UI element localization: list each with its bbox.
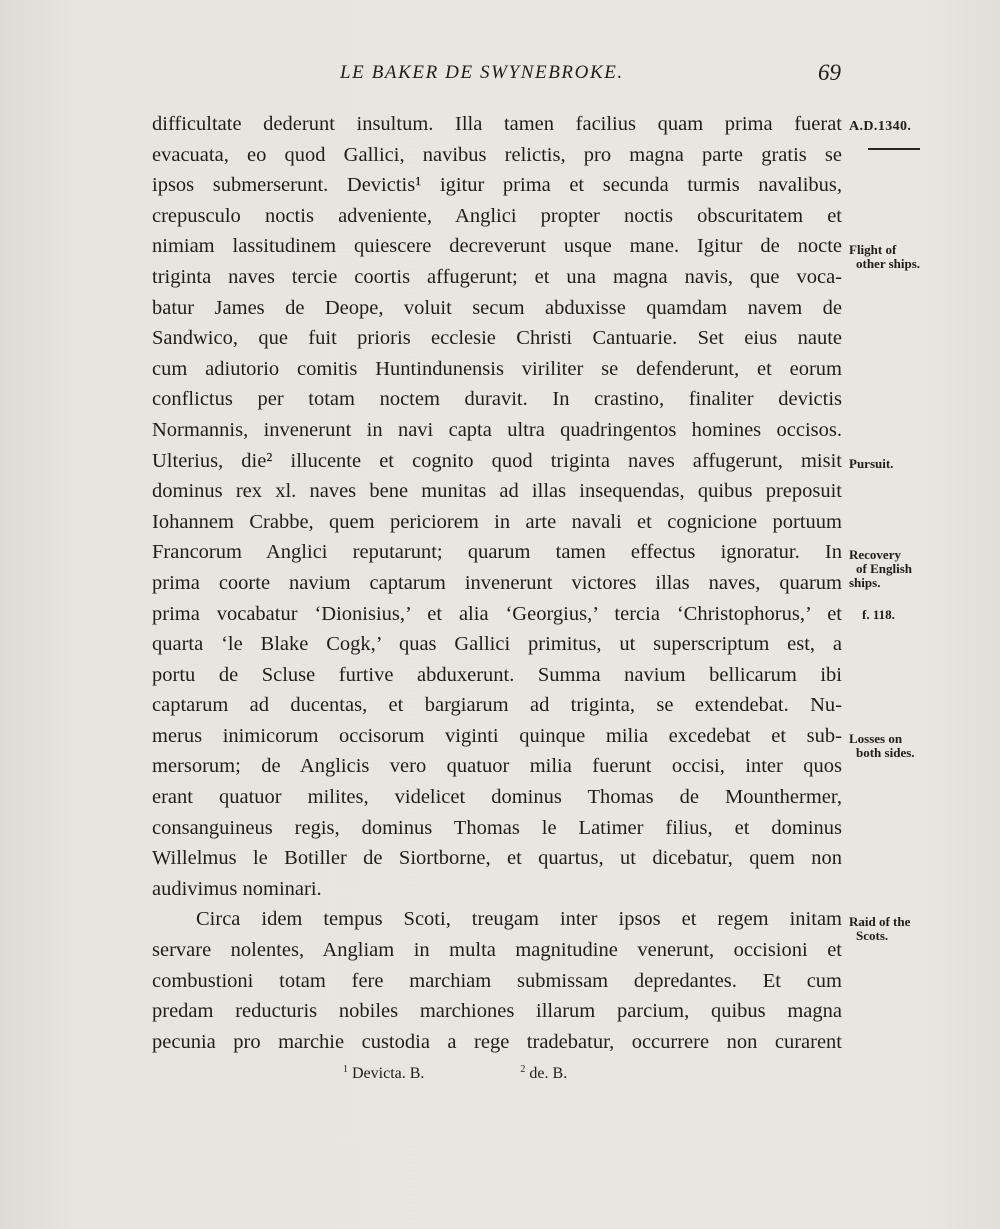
text-line: evacuata, eo quod Gallici, navibus relictis, pro magna parte gratis se	[152, 143, 842, 166]
text-line: difficultate dederunt insultum. Illa tamen facilius quam prima fuerat	[152, 113, 842, 135]
text-line: erant quatuor milites, videlicet dominus Thomas de Mounthermer,	[152, 786, 842, 809]
text-line: batur James de Deope, voluit secum abduxisse quamdam navem de	[152, 296, 842, 319]
text-line: Ulterius, die² illucente et cognito quod triginta naves affugerunt, misit	[152, 449, 842, 472]
text-line: nimiam lassitudinem quiescere decreverunt usque mane. Igitur de nocte	[152, 235, 842, 258]
text-line: prima coorte navium captarum invenerunt victores illas naves, quarum	[152, 571, 842, 594]
text-line: Normannis, invenerunt in navi capta ultra quadringentos homines occisos.	[152, 418, 842, 441]
footnote-text: de. B.	[529, 1065, 568, 1083]
margin-note-flight	[849, 243, 944, 271]
text-line: cum adiutorio comitis Huntindunensis viriliter se defenderunt, et eorum	[152, 357, 842, 380]
margin-note-line: Recovery	[849, 547, 901, 562]
text-line: merus inimicorum occisorum viginti quinque milia excedebat et sub-	[152, 724, 842, 747]
footnote-mark: 2	[520, 1064, 526, 1075]
margin-note-pursuit: Pursuit.	[849, 456, 894, 471]
text-line: quarta ‘le Blake Cogk,’ quas Gallici primitus, ut superscriptum est, a	[152, 633, 842, 656]
text-line: Sandwico, que fuit prioris ecclesie Christi Cantuarie. Set eius naute	[152, 327, 842, 350]
text-line: pecunia pro marchie custodia a rege tradebatur, occurrere non curarent	[152, 1030, 842, 1053]
text-line: combustioni totam fere marchiam submissam depredantes. Et cum	[152, 969, 842, 992]
text-line: captarum ad ducentas, et bargiarum ad triginta, se extendebat. Nu-	[152, 694, 842, 717]
margin-note-line: Scots.	[856, 928, 889, 943]
margin-note-line: Flight of	[849, 242, 897, 257]
margin-note-date: A.D.1340.	[849, 119, 912, 134]
margin-note-losses	[849, 732, 944, 760]
footnote-1	[343, 1064, 424, 1083]
date-rule-divider	[868, 148, 920, 150]
margin-note-folio: f. 118.	[862, 607, 895, 622]
text-line: dominus rex xl. naves bene munitas ad illas insequendas, quibus preposuit	[152, 480, 842, 503]
main-text	[152, 109, 842, 1057]
margin-note-line: Raid of the	[849, 914, 911, 929]
margin-note-line: ships.	[849, 575, 881, 590]
footnote-text: Devicta. B.	[352, 1065, 425, 1083]
text-line: portu de Scluse furtive abduxerunt. Summa navium bellicarum ibi	[152, 663, 842, 686]
margin-note-line: other ships.	[856, 256, 921, 271]
text-line: mersorum; de Anglicis vero quatuor milia fuerunt occisi, inter quos	[152, 755, 842, 778]
margin-note-line: both sides.	[856, 745, 915, 760]
footnote-2	[520, 1064, 567, 1083]
text-line: consanguineus regis, dominus Thomas le Latimer filius, et dominus	[152, 816, 842, 839]
text-line: servare nolentes, Angliam in multa magnitudine venerunt, occisioni et	[152, 939, 842, 962]
footnotes	[343, 1064, 567, 1083]
footnote-mark: 1	[343, 1064, 348, 1075]
text-line: triginta naves tercie coortis affugerunt; et una magna navis, que voca-	[152, 265, 842, 288]
margin-note-line: of English	[856, 561, 912, 576]
text-line: Iohannem Crabbe, quem periciorem in arte navali et cognicione portuum	[152, 510, 842, 533]
text-line: prima vocabatur ‘Dionisius,’ et alia ‘Georgius,’ tercia ‘Christophorus,’ et	[152, 602, 842, 625]
text-line: Francorum Anglici reputarunt; quarum tamen effectus ignoratur. In	[152, 541, 842, 564]
paragraph-start-line: Circa idem tempus Scoti, treugam inter ipsos et regem initam	[196, 908, 842, 931]
text-line: crepusculo noctis adveniente, Anglici propter noctis obscuritatem et	[152, 204, 842, 227]
text-line: Willelmus le Botiller de Siortborne, et quartus, ut dicebatur, quem non	[152, 847, 842, 870]
margin-note-raid	[849, 915, 944, 943]
margin-note-recovery	[849, 548, 944, 590]
text-line: conflictus per totam noctem duravit. In crastino, finaliter devictis	[152, 388, 842, 411]
text-line: audivimus nominari.	[152, 877, 322, 900]
page-number: 69	[818, 60, 841, 85]
text-line: ipsos submerserunt. Devictis¹ igitur prima et secunda turmis navalibus,	[152, 174, 842, 197]
text-line: predam reducturis nobiles marchiones illarum parcium, quibus magna	[152, 1000, 842, 1023]
running-head: LE BAKER DE SWYNEBROKE.	[340, 62, 624, 83]
margin-note-line: Losses on	[849, 731, 903, 746]
